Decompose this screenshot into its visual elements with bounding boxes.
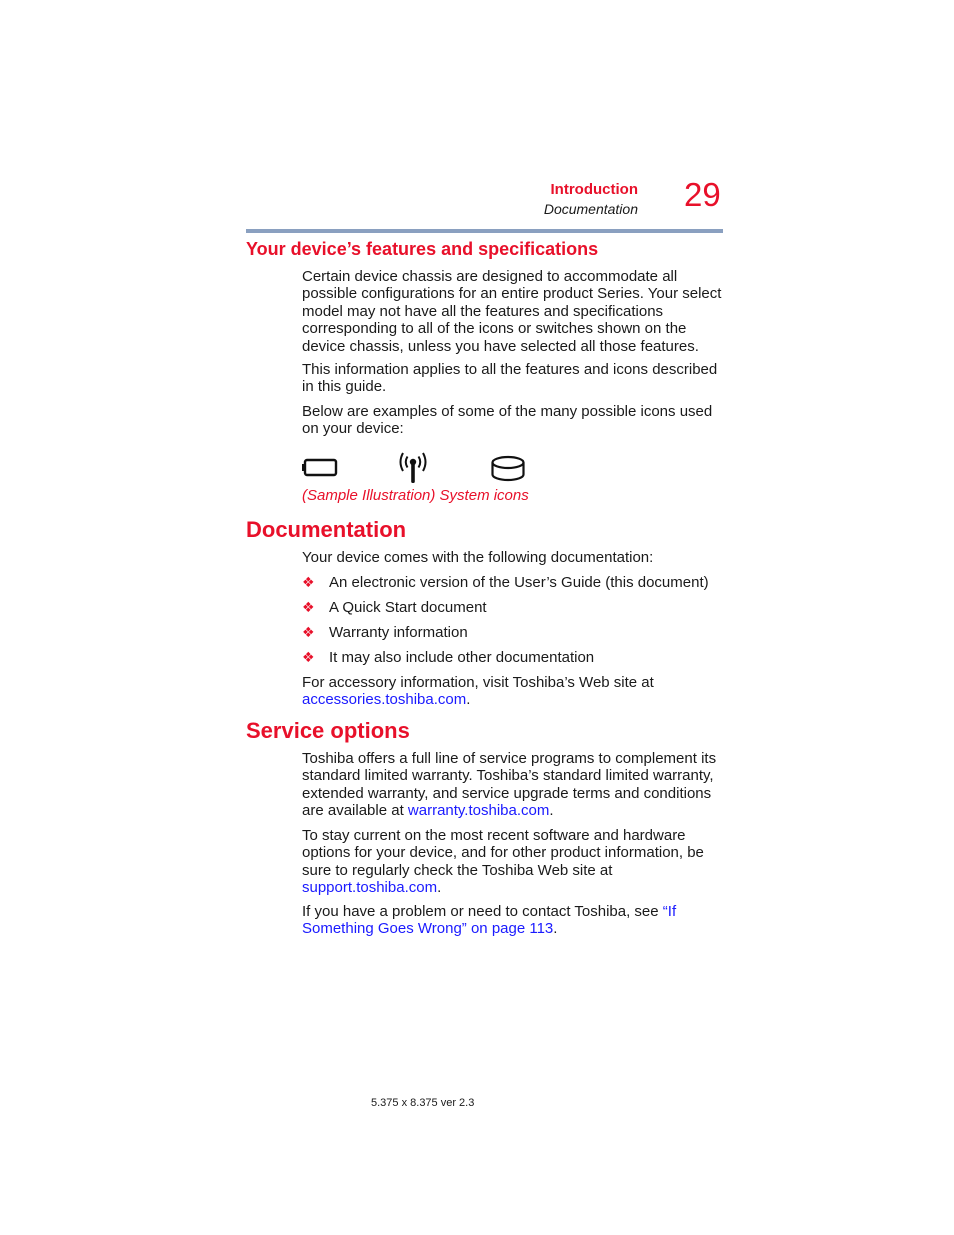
bullet-icon: ❖	[302, 599, 315, 615]
list-item: ❖ A Quick Start document	[302, 599, 487, 616]
documentation-intro: Your device comes with the following documentation:	[302, 549, 654, 566]
service-paragraph-1: Toshiba offers a full line of service programs to complement its standard limited warranty. Toshiba’s standard limited warranty, extended warranty, and service upgrade terms and conditions are available at warranty.toshiba.com.	[302, 750, 717, 820]
running-header-section: Introduction	[550, 181, 638, 198]
service-paragraph-3: If you have a problem or need to contact Toshiba, see “If Something Goes Wrong” on page 113.	[302, 903, 677, 938]
list-item: ❖ Warranty information	[302, 624, 468, 641]
hard-drive-icon	[490, 455, 526, 483]
accessories-link[interactable]: accessories.toshiba.com	[302, 691, 467, 709]
list-item: ❖ An electronic version of the User’s Guide (this document)	[302, 574, 709, 591]
troubleshooting-page-link[interactable]: “If Something Goes Wrong” on page 113	[302, 903, 677, 938]
warranty-link[interactable]: warranty.toshiba.com	[407, 802, 550, 820]
bullet-icon: ❖	[302, 574, 315, 590]
support-link[interactable]: support.toshiba.com	[302, 879, 438, 897]
features-paragraph-2: This information applies to all the features and icons described in this guide.	[302, 361, 718, 396]
running-header-subsection: Documentation	[543, 201, 638, 217]
documentation-heading: Documentation	[246, 517, 407, 542]
header-rule	[246, 229, 723, 233]
features-paragraph-1: Certain device chassis are designed to accommodate all possible configurations for an entire product Series. Your select model may not have all the features and specifications corresponding to all of the icons or switches shown on the device chassis, unless you have selected all those features.	[302, 268, 722, 355]
bullet-icon: ❖	[302, 649, 315, 665]
wireless-icon	[395, 450, 431, 486]
battery-icon	[302, 458, 338, 478]
features-heading: Your device’s features and specifications	[246, 239, 599, 259]
page-footer: 5.375 x 8.375 ver 2.3	[371, 1097, 475, 1109]
accessory-paragraph: For accessory information, visit Toshiba’s Web site at accessories.toshiba.com.	[302, 674, 654, 709]
service-heading: Service options	[246, 718, 410, 743]
list-item: ❖ It may also include other documentation	[302, 649, 595, 666]
features-paragraph-3: Below are examples of some of the many possible icons used on your device:	[302, 403, 713, 438]
service-paragraph-2: To stay current on the most recent software and hardware options for your device, and for other product information, be sure to regularly check the Toshiba Web site at support.toshiba.com.	[302, 827, 704, 897]
figure-caption: (Sample Illustration) System icons	[302, 487, 529, 504]
page-number: 29	[684, 176, 721, 213]
bullet-icon: ❖	[302, 624, 315, 640]
